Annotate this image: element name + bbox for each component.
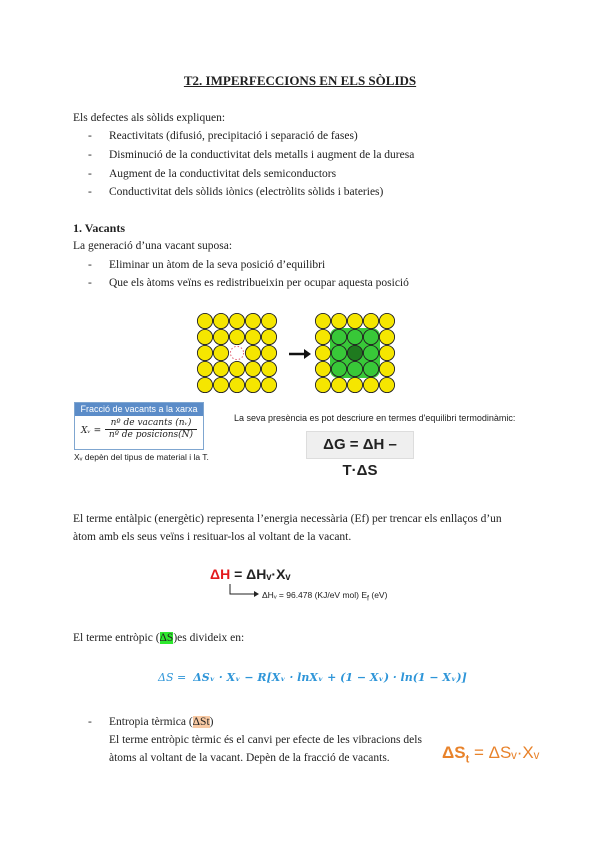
atom [363, 313, 378, 328]
relaxed-atom [331, 329, 346, 344]
list-dash: - [88, 716, 92, 728]
atom [245, 377, 260, 392]
thermal-entropy-formula [442, 743, 539, 765]
relaxed-atom [363, 329, 378, 344]
atom [229, 361, 244, 376]
thermal-formula-rhs: = ΔSᵥ·Xᵥ [469, 743, 540, 762]
atom [379, 361, 394, 376]
list-dash: - [88, 168, 92, 180]
arrow-icon [289, 349, 311, 359]
atom [363, 377, 378, 392]
enthalpy-subformula-main: ΔHᵥ = 96.478 (KJ/eV mol) E [262, 590, 368, 600]
gibbs-equation: ΔG = ΔH – T·ΔS [306, 431, 414, 459]
thermal-entropy-label [109, 715, 214, 730]
list-item: Que els àtoms veïns es redistribueixin per ocupar aquesta posició [109, 277, 409, 289]
atom [197, 313, 212, 328]
relaxed-atom [331, 345, 346, 360]
list-dash: - [88, 277, 92, 289]
atom [261, 313, 276, 328]
atom [379, 345, 394, 360]
page-title: T2. IMPERFECCIONS EN ELS SÒLIDS [183, 73, 417, 88]
atom [331, 313, 346, 328]
lattice-after [315, 313, 394, 392]
atom [379, 313, 394, 328]
thermal-desc-line1: El terme entròpic tèrmic és el canvi per efecte de les vibracions dels [109, 734, 422, 746]
relaxed-atom [363, 345, 378, 360]
atom [197, 361, 212, 376]
entropy-formula-lhs: ΔS = [158, 671, 187, 684]
atom [245, 345, 260, 360]
list-dash: - [88, 130, 92, 142]
atom [379, 329, 394, 344]
atom [245, 329, 260, 344]
fraction-lhs: Xᵥ = [81, 426, 102, 436]
atom [197, 377, 212, 392]
vacancy-site [230, 346, 243, 359]
atom [245, 313, 260, 328]
enthalpy-subformula-tail: (eV) [369, 590, 388, 600]
atom [261, 329, 276, 344]
thermal-formula-sub: t [465, 753, 470, 766]
vacancy-center [347, 345, 362, 360]
lattice-before [197, 313, 276, 392]
atom [213, 377, 228, 392]
atom [331, 377, 346, 392]
enthalpy-subformula-sub: f [367, 594, 369, 603]
thermal-label-after: ) [209, 716, 214, 728]
thermal-highlight: ΔSt [192, 716, 210, 728]
thermal-label-before: Entropia tèrmica ( [109, 716, 193, 728]
equilibrium-caption: La seva presència es pot descriure en termes d'equilibri termodinàmic: [234, 413, 516, 423]
atom [379, 377, 394, 392]
relaxed-atom [363, 361, 378, 376]
atom [245, 361, 260, 376]
entropy-text-before: El terme entròpic ( [73, 632, 160, 644]
atom [261, 345, 276, 360]
relaxed-atom [347, 361, 362, 376]
vacancy-fraction-box [74, 402, 204, 450]
fraction [105, 418, 197, 440]
list-dash: - [88, 186, 92, 198]
atom [315, 329, 330, 344]
connector-arrow-icon [228, 584, 260, 598]
list-item: Augment de la conductivitat dels semiconductors [109, 168, 337, 180]
section-heading: 1. Vacants [73, 221, 126, 235]
atom [213, 329, 228, 344]
atom [229, 313, 244, 328]
entropy-highlight: ΔS [159, 632, 174, 644]
enthalpy-formula-rhs: = ΔHᵥ·Xᵥ [230, 566, 291, 582]
atom [347, 313, 362, 328]
atom [197, 345, 212, 360]
fraction-box-header: Fracció de vacants a la xarxa [75, 403, 203, 416]
atom [261, 361, 276, 376]
entropy-text [73, 631, 244, 646]
thermal-formula-lhs: ΔS [442, 743, 466, 762]
atom [315, 361, 330, 376]
atom [213, 345, 228, 360]
atom [229, 329, 244, 344]
atom [213, 361, 228, 376]
enthalpy-text-line1: El terme entàlpic (energètic) representa l’energia necessària (Ef) per trencar els enllaços d’un [73, 513, 502, 525]
enthalpy-formula-lhs: ΔH [210, 566, 231, 582]
atom [315, 313, 330, 328]
thermal-desc-line2: àtoms al voltant de la vacant. Depèn de la fracció de vacants. [109, 752, 390, 764]
entropy-formula [158, 671, 467, 684]
atom [315, 377, 330, 392]
list-dash: - [88, 259, 92, 271]
relaxed-atom [331, 361, 346, 376]
entropy-text-after: )es divideix en: [173, 632, 245, 644]
relaxed-atom [347, 329, 362, 344]
fraction-note: Xᵥ depèn del tipus de material i la T. [74, 452, 209, 462]
list-item: Eliminar un àtom de la seva posició d’equilibri [109, 259, 326, 271]
vacancy-lattice-diagram [196, 312, 408, 394]
list-item: Reactivitats (difusió, precipitació i separació de fases) [109, 130, 358, 142]
list-item: Conductivitat dels sòlids iònics (electròlits sòlids i bateries) [109, 186, 384, 198]
atom [197, 329, 212, 344]
intro-lead: Els defectes als sòlids expliquen: [73, 112, 226, 124]
enthalpy-subformula [262, 590, 387, 603]
atom [315, 345, 330, 360]
enthalpy-text-line2: àtom amb els seus veïns i resituar-los al voltant de la vacant. [73, 531, 352, 543]
atom [347, 377, 362, 392]
atom [229, 377, 244, 392]
fraction-numerator: nº de vacants (nᵥ) [105, 418, 197, 430]
list-item: Disminució de la conductivitat dels metalls i augment de la duresa [109, 149, 415, 161]
section-lead: La generació d’una vacant suposa: [73, 240, 233, 252]
fraction-denominator: nº de posicions(N) [108, 430, 194, 440]
atom [261, 377, 276, 392]
entropy-formula-rhs: ΔSᵥ · Xᵥ − R[Xᵥ · lnXᵥ + (1 − Xᵥ) · ln(1 − Xᵥ)] [193, 671, 467, 684]
list-dash: - [88, 149, 92, 161]
atom [213, 313, 228, 328]
enthalpy-formula [210, 566, 291, 582]
